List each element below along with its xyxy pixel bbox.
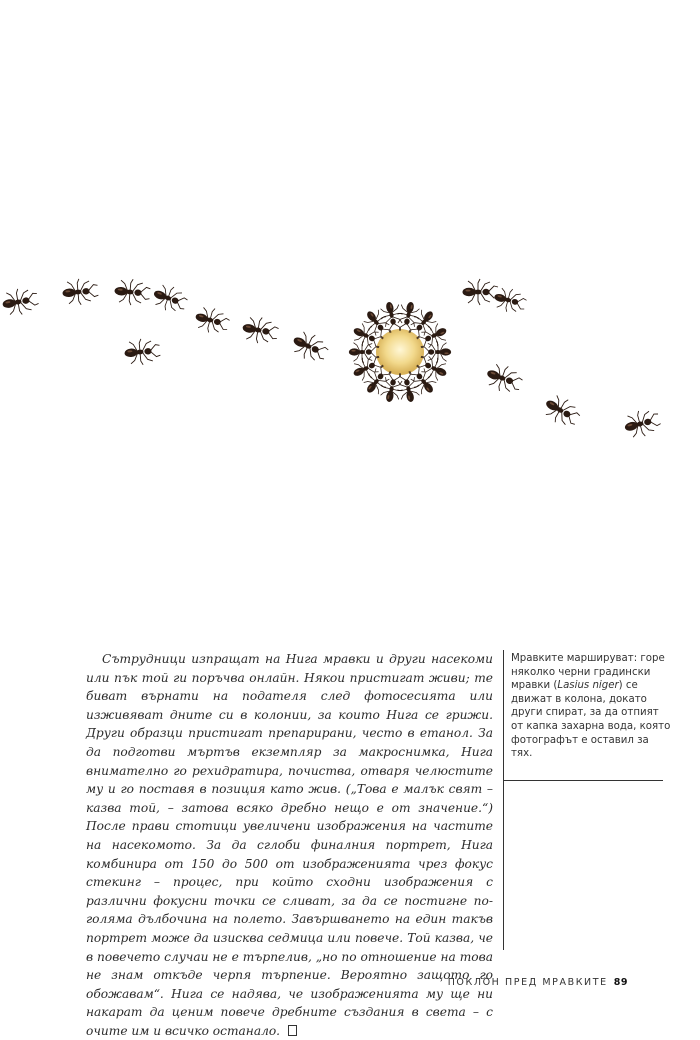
- ant-figure: [123, 337, 161, 366]
- ant-figure: [491, 285, 528, 316]
- ant-figure: [288, 328, 331, 367]
- ant-figure: [463, 279, 499, 305]
- ant-figure: [240, 315, 279, 347]
- page-number: 89: [613, 977, 628, 988]
- ant-figure: [150, 281, 190, 316]
- page-footer: [448, 977, 628, 988]
- caption-text-1: Мравките маршируват: горе няколко черни градински мравки (: [511, 653, 665, 692]
- ant-figure: [483, 360, 525, 397]
- ant-figure: [540, 391, 584, 431]
- ant-figure: [193, 304, 232, 337]
- caption-divider: [503, 650, 504, 950]
- sugar-drop: [376, 329, 424, 375]
- caption-underline: [503, 780, 663, 781]
- ant-figure: [0, 286, 39, 318]
- end-square-icon: [288, 1025, 297, 1036]
- article-paragraph: Сътрудници изпращат на Нига мравки и други насекоми или пък той ги поръчва онлайн. Някои пристигат живи; те биват върнати на подателя след фотосесията или изживяват дните си в колонии, за които Нига се грижи. Други образци пристигат препарирани, често в етанол. За да подготви мъртъв екземпляр за макроснимка, Нига внимателно го рехидратира, почиства, отваря челюстите му и го поставя в позиция като жив. („Това е малък свят – казва той, – затова всяко дребно нещо е от значение.“) После прави стотици увеличени изображения на частите на насекомото. За да сглоби финалния портрет, Нига комбинира от 150 до 500 от изображенията чрез фокус стекинг – процес, при който сходни изображения с различни фокусни точки се сливат, за да се постигне по-голяма дълбочина на полето. Завършването на един такъв портрет може да изисква седмица или повече. Той казва, че в повечето случаи не е търпелив, „но по отношение на това не знам откъде черпя търпение. Вероятно защото го обожавам“. Нига се надява, че изображенията му ще ни накарат да ценим повече дребните създания в света – с очите им и всичко останало.: [86, 652, 493, 1038]
- article-body: [86, 650, 493, 1040]
- ant-figure: [349, 341, 379, 363]
- ant-figure: [421, 341, 451, 363]
- footer-section-title: ПОКЛОН ПРЕД МРАВКИТЕ: [447, 977, 608, 988]
- ant-figure: [113, 278, 151, 307]
- ant-figure: [61, 277, 99, 306]
- photo-caption: [511, 652, 671, 761]
- caption-latin-name: Lasius niger: [557, 680, 619, 692]
- ant-figure: [622, 406, 663, 440]
- caption-text-2: ) се движат в колона, докато други спират, за да отпият от капка захарна вода, която фотографът е оставил за тях.: [511, 680, 671, 760]
